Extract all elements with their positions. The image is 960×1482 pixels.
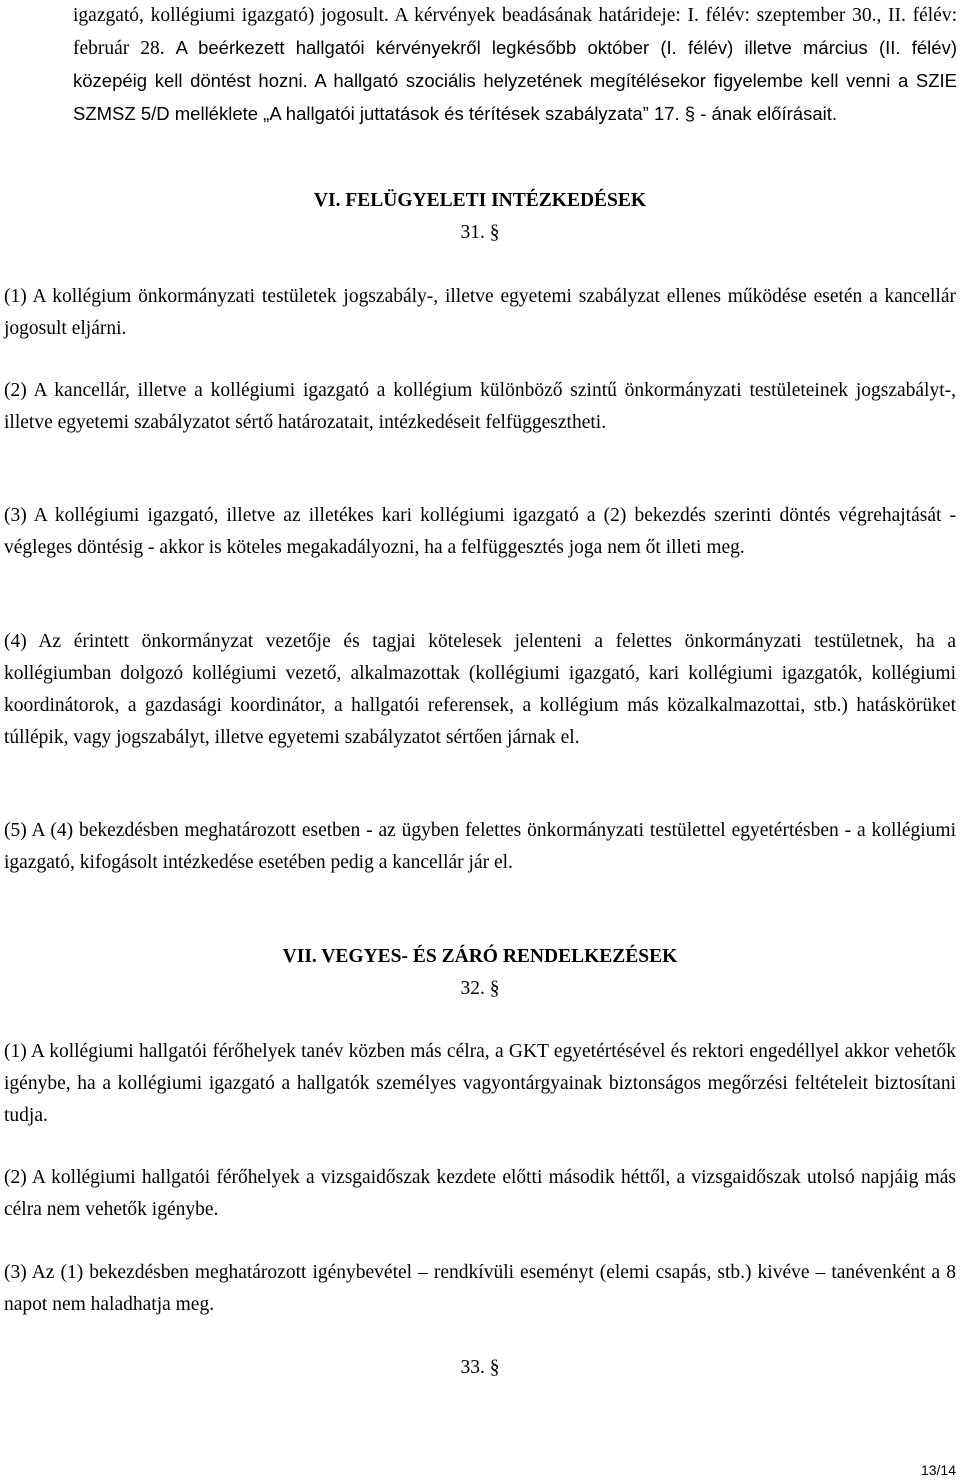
paragraph-31-1: (1) A kollégium önkormányzati testületek jogszabály-, illetve egyetemi szabályzat ellenes működése esetén a kancellár jogosult eljárni.	[4, 286, 956, 339]
intro-text-serif: igazgató, kollégiumi igazgató) jogosult. A kérvények beadásának határideje: I. félév: szeptember 30., II. félév: február 28.	[73, 5, 957, 59]
section-vi-title: VI. FELÜGYELETI INTÉZKEDÉSEK	[313, 190, 647, 211]
intro-paragraph	[73, 0, 957, 131]
paragraph-31-2: (2) A kancellár, illetve a kollégiumi igazgató a kollégium különböző szintű önkormányzati testületeinek jogszabályt-, illetve egyetemi szabályzatot sértő határozatait, intézkedéseit felfüggesztheti.	[4, 380, 956, 433]
section-32-number: 32. §	[460, 978, 500, 999]
section-31-number: 31. §	[460, 222, 500, 243]
section-33-number: 33. §	[460, 1357, 500, 1378]
paragraph-31-3: (3) A kollégiumi igazgató, illetve az illetékes kari kollégiumi igazgató a (2) bekezdés szerinti döntés végrehajtását - végleges döntésig - akkor is köteles megakadályozni, ha a felfüggesztés joga nem őt illeti meg.	[4, 505, 956, 558]
paragraph-31-5: (5) A (4) bekezdésben meghatározott esetben - az ügyben felettes önkormányzati testülettel egyetértésben - a kollégiumi igazgató, kifogásolt intézkedése esetében pedig a kancellár jár el.	[4, 820, 956, 873]
section-vii-title: VII. VEGYES- ÉS ZÁRÓ RENDELKEZÉSEK	[282, 946, 678, 967]
paragraph-32-3: (3) Az (1) bekezdésben meghatározott igénybevétel – rendkívüli eseményt (elemi csapás, stb.) kivéve – tanévenként a 8 napot nem haladhatja meg.	[4, 1262, 956, 1315]
paragraph-32-2: (2) A kollégiumi hallgatói férőhelyek a vizsgaidőszak kezdete előtti második héttől, a vizsgaidőszak utolsó napjáig más célra nem vehetők igénybe.	[4, 1167, 956, 1220]
intro-text-sans: A beérkezett hallgatói kérvényekről legkésőbb október (I. félév) illetve március (II. félév) közepéig kell döntést hozni. A hallgató szociális helyzetének megítélésekor figyelembe kell venni a SZIE SZMSZ 5/D melléklete „A hallgatói juttatások és térítések szabályzata” 17. § - ának előírásait.	[73, 37, 957, 124]
page-number: 13/14	[920, 1462, 956, 1478]
paragraph-31-4: (4) Az érintett önkormányzat vezetője és tagjai kötelesek jelenteni a felettes önkormányzati testületnek, ha a kollégiumban dolgozó kollégiumi vezető, alkalmazottak (kollégiumi igazgató, kari kollégiumi igazgatók, kollégiumi koordinátorok, a gazdasági koordinátor, a hallgatói referensek, a kollégium más közalkalmazottai, stb.) hatáskörüket túllépik, vagy jogszabályt, illetve egyetemi szabályzatot sértően járnak el.	[4, 631, 956, 748]
paragraph-32-1: (1) A kollégiumi hallgatói férőhelyek tanév közben más célra, a GKT egyetértésével és rektori engedéllyel akkor vehetők igénybe, ha a kollégiumi igazgató a hallgatók személyes vagyontárgyainak biztonságos megőrzési feltételeit biztosítani tudja.	[4, 1041, 956, 1126]
